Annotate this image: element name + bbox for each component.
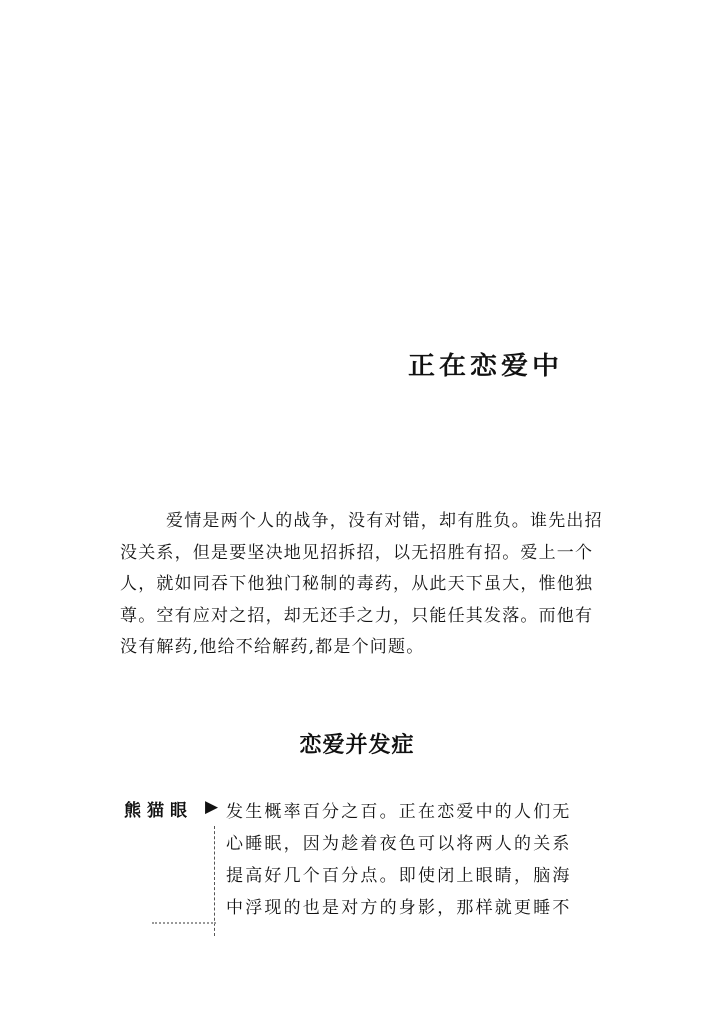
chapter-title: 正在恋爱中	[408, 352, 563, 381]
intro-line: 人，就如同吞下他独门秘制的毒药，从此天下虽大，惟他独	[120, 574, 594, 594]
entry-line: 提高好几个百分点。即使闭上眼睛，脑海	[226, 866, 572, 886]
entry-body	[226, 796, 616, 924]
section-title: 恋爱并发症	[299, 733, 415, 758]
entry-line: 心睡眠，因为趁着夜色可以将两人的关系	[226, 834, 572, 854]
entry-dotted-rule	[152, 922, 216, 924]
intro-line: 没关系，但是要坚决地见招拆招，以无招胜有招。爱上一个	[120, 542, 594, 563]
entry-divider	[214, 826, 215, 936]
entry-arrow-icon: ▶	[205, 797, 219, 817]
intro-line: 爱情是两个人的战争，没有对错，却有胜负。谁先出招	[166, 511, 603, 531]
entry-line: 发生概率百分之百。正在恋爱中的人们无	[226, 802, 572, 822]
intro-line: 没有解药,他给不给解药,都是个问题。	[120, 637, 425, 657]
intro-line: 尊。空有应对之招，却无还手之力，只能任其发落。而他有	[120, 605, 594, 626]
intro-paragraph	[120, 506, 616, 664]
entry-label: 熊猫眼	[124, 801, 193, 821]
entry-line: 中浮现的也是对方的身影，那样就更睡不	[226, 898, 572, 918]
